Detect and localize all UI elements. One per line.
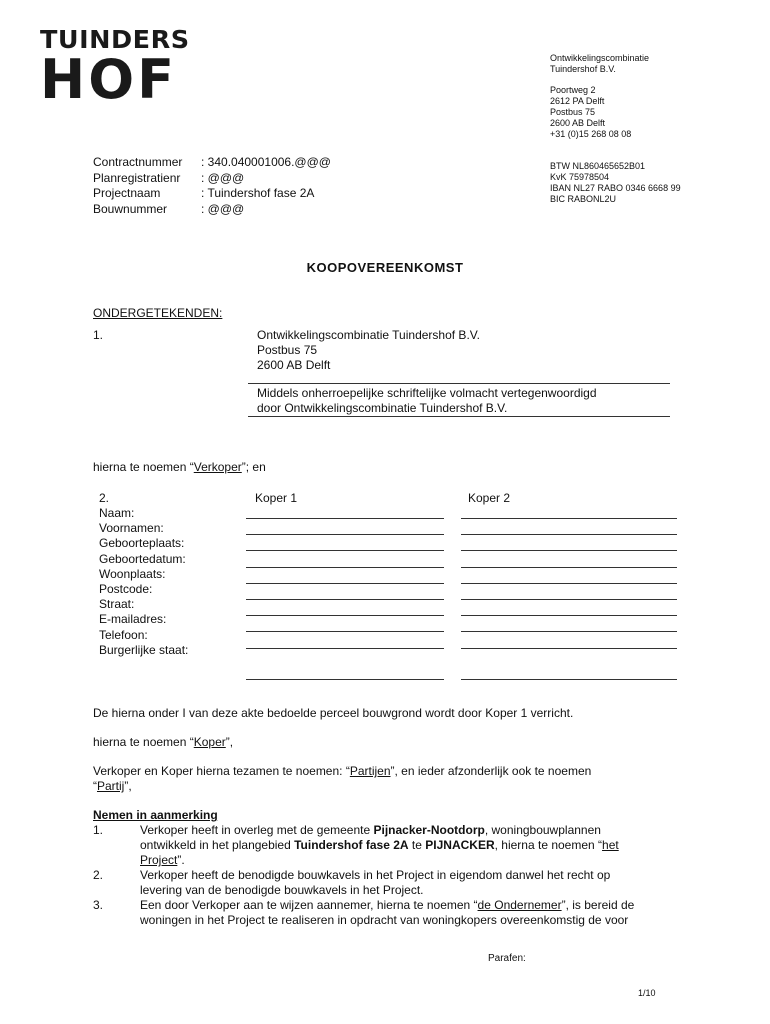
field-label-burgerlijke-staat: Burgerlijke staat: bbox=[99, 642, 189, 657]
paragraph-koper-1: De hierna onder I van deze akte bedoelde perceel bouwgrond wordt door Koper 1 verricht. bbox=[93, 706, 574, 720]
company-phone: +31 (0)15 268 08 08 bbox=[550, 129, 632, 139]
document-title: KOOPOVEREENKOMST bbox=[306, 260, 464, 275]
meta-row bbox=[93, 171, 393, 187]
text-span: ontwikkeld in het plangebied bbox=[140, 838, 295, 852]
party-2-number: 2. bbox=[99, 491, 110, 505]
meta-row bbox=[93, 186, 393, 202]
party-1-divider-bottom bbox=[248, 416, 670, 417]
text-span: , hierna te noemen “ bbox=[494, 838, 603, 852]
nemen-item-3-number: 3. bbox=[93, 898, 104, 912]
field-label-straat: Straat: bbox=[99, 597, 135, 612]
nemen-item-1-line-1 bbox=[140, 823, 680, 838]
company-vat: BTW NL860465652B01 bbox=[550, 161, 646, 171]
text-span: Verkoper heeft in overleg met de gemeente bbox=[140, 823, 374, 837]
verkoper-pre: hierna te noemen “ bbox=[93, 460, 194, 474]
nemen-item-2-number: 2. bbox=[93, 868, 104, 882]
company-address-pobox: Postbus 75 bbox=[550, 107, 596, 117]
meta-value: : 340.040001006.@@@ bbox=[201, 155, 331, 169]
koper-2-telefoon-line[interactable] bbox=[461, 648, 677, 649]
meta-value: : @@@ bbox=[201, 170, 245, 185]
field-label-telefoon: Telefoon: bbox=[99, 627, 148, 642]
party-1-city: 2600 AB Delft bbox=[257, 358, 331, 372]
ondernemer-term: de Ondernemer bbox=[477, 898, 562, 912]
place-name: PIJNACKER bbox=[425, 838, 495, 852]
koper-1-voornamen-line[interactable] bbox=[246, 534, 444, 535]
koper-1-straat-line[interactable] bbox=[246, 615, 444, 616]
meta-row bbox=[93, 155, 393, 171]
koper-2-naam-line[interactable] bbox=[461, 518, 677, 519]
company-iban: IBAN NL27 RABO 0346 6668 99 bbox=[550, 183, 681, 193]
meta-label: Bouwnummer bbox=[93, 201, 168, 216]
nemen-item-2-line-1: Verkoper heeft de benodigde bouwkavels in het Project in eigendom danwel het recht op bbox=[140, 868, 611, 882]
text-span: ”, is bereid de bbox=[561, 898, 635, 912]
koper-1-header: Koper 1 bbox=[255, 491, 298, 505]
nemen-item-1-text bbox=[140, 823, 680, 868]
company-bic: BIC RABONL2U bbox=[550, 194, 617, 204]
company-address-pobox-city: 2600 AB Delft bbox=[550, 118, 606, 128]
buyer-field-labels bbox=[99, 506, 188, 658]
koper-pre: hierna te noemen “ bbox=[93, 735, 194, 749]
nemen-item-1-line-2 bbox=[140, 838, 680, 853]
field-label-geboortedatum: Geboortedatum: bbox=[99, 551, 186, 566]
parafen-label: Parafen: bbox=[488, 953, 526, 964]
partij-post: ”, bbox=[124, 779, 132, 793]
plangebied-name: Tuindershof fase 2A bbox=[294, 838, 409, 852]
logo-line-2: HOF bbox=[40, 48, 177, 111]
nemen-item-2-line-2: levering van de benodigde bouwkavels in het Project. bbox=[140, 883, 424, 897]
nemen-item-3-line-1 bbox=[140, 898, 700, 913]
field-label-postcode: Postcode: bbox=[99, 582, 153, 597]
nemen-item-1-number: 1. bbox=[93, 823, 104, 837]
partij-term: Partij bbox=[97, 779, 125, 793]
company-name-line-1: Ontwikkelingscombinatie bbox=[550, 53, 650, 63]
field-label-emailadres: E-mailadres: bbox=[99, 612, 167, 627]
koper-2-header: Koper 2 bbox=[468, 491, 511, 505]
koper-1-naam-line[interactable] bbox=[246, 518, 444, 519]
koper-definition bbox=[93, 735, 233, 750]
field-label-voornamen: Voornamen: bbox=[99, 521, 164, 536]
company-kvk: KvK 75978504 bbox=[550, 172, 610, 182]
company-name-line-2: Tuindershof B.V. bbox=[550, 64, 616, 74]
party-1-pobox: Postbus 75 bbox=[257, 343, 318, 357]
verkoper-post: ”; en bbox=[241, 460, 266, 474]
partijen-line-2 bbox=[93, 779, 693, 794]
party-1-details bbox=[257, 328, 480, 373]
contract-meta bbox=[93, 155, 393, 217]
company-address-street: Poortweg 2 bbox=[550, 85, 596, 95]
het-term: het bbox=[602, 838, 619, 852]
koper-1-email-line[interactable] bbox=[246, 631, 444, 632]
meta-label: Projectnaam bbox=[93, 186, 161, 200]
company-logo bbox=[40, 25, 190, 114]
volmacht-line-2: door Ontwikkelingscombinatie Tuindershof B.V. bbox=[257, 401, 508, 415]
field-label-geboorteplaats: Geboorteplaats: bbox=[99, 536, 185, 551]
koper-1-geboorteplaats-line[interactable] bbox=[246, 550, 444, 551]
koper-2-postcode-line[interactable] bbox=[461, 599, 677, 600]
koper-1-postcode-line[interactable] bbox=[246, 599, 444, 600]
meta-value: : Tuindershof fase 2A bbox=[201, 186, 315, 200]
koper-1-burgerlijke-staat-line[interactable] bbox=[246, 679, 444, 680]
section-heading-nemen: Nemen in aanmerking bbox=[93, 808, 218, 822]
volmacht-line-1: Middels onherroepelijke schriftelijke volmacht vertegenwoordigd bbox=[257, 386, 597, 400]
verkoper-term: Verkoper bbox=[193, 460, 242, 474]
party-1-number: 1. bbox=[93, 328, 104, 342]
meta-row bbox=[93, 202, 393, 218]
koper-1-telefoon-line[interactable] bbox=[246, 648, 444, 649]
project-term: Project bbox=[140, 853, 178, 867]
text-span: ”. bbox=[177, 853, 185, 867]
text-span: Een door Verkoper aan te wijzen aannemer, hierna te noemen “ bbox=[140, 898, 478, 912]
partijen-mid: ”, en ieder afzonderlijk ook te noemen bbox=[390, 764, 592, 778]
section-heading-ondergetekenden: ONDERGETEKENDEN: bbox=[93, 306, 223, 320]
koper-post: ”, bbox=[225, 735, 234, 749]
nemen-item-2-text bbox=[140, 868, 685, 898]
company-address-city: 2612 PA Delft bbox=[550, 96, 605, 106]
party-1-divider-top bbox=[248, 383, 670, 384]
field-label-naam: Naam: bbox=[99, 506, 135, 520]
meta-value: : @@@ bbox=[201, 201, 245, 216]
koper-2-fill-lines bbox=[461, 518, 677, 680]
party-1-name: Ontwikkelingscombinatie Tuindershof B.V. bbox=[257, 328, 481, 342]
koper-1-woonplaats-line[interactable] bbox=[246, 583, 444, 584]
logo-line-1: TUINDERS bbox=[40, 25, 190, 54]
meta-label: Contractnummer bbox=[93, 155, 183, 169]
verkoper-definition bbox=[93, 460, 266, 475]
koper-2-burgerlijke-staat-line[interactable] bbox=[461, 679, 677, 680]
partijen-pre: Verkoper en Koper hierna tezamen te noemen: “ bbox=[93, 764, 350, 778]
partijen-definition bbox=[93, 764, 693, 794]
koper-2-straat-line[interactable] bbox=[461, 615, 677, 616]
meta-label: Planregistratienr bbox=[93, 170, 181, 185]
text-span: , woningbouwplannen bbox=[484, 823, 601, 837]
partijen-line-1 bbox=[93, 764, 693, 779]
nemen-item-1-line-3 bbox=[140, 853, 680, 868]
koper-term: Koper bbox=[193, 735, 226, 749]
koper-1-fill-lines bbox=[246, 518, 444, 680]
field-label-woonplaats: Woonplaats: bbox=[99, 566, 166, 581]
koper-1-geboortedatum-line[interactable] bbox=[246, 567, 444, 568]
partijen-term: Partijen bbox=[349, 764, 391, 778]
text-span: te bbox=[408, 838, 426, 852]
koper-2-geboortedatum-line[interactable] bbox=[461, 567, 677, 568]
page-number: 1/10 bbox=[638, 988, 656, 998]
koper-2-woonplaats-line[interactable] bbox=[461, 583, 677, 584]
koper-2-geboorteplaats-line[interactable] bbox=[461, 550, 677, 551]
partij-pre: “ bbox=[93, 779, 97, 793]
company-address-block bbox=[550, 53, 750, 205]
nemen-item-3-line-2: woningen in het Project te realiseren in opdracht van woningkopers overeenkomstig de voor bbox=[140, 913, 629, 927]
party-1-volmacht bbox=[257, 386, 597, 416]
koper-2-voornamen-line[interactable] bbox=[461, 534, 677, 535]
nemen-item-3-text bbox=[140, 898, 700, 928]
gemeente-name: Pijnacker-Nootdorp bbox=[373, 823, 485, 837]
koper-2-email-line[interactable] bbox=[461, 631, 677, 632]
